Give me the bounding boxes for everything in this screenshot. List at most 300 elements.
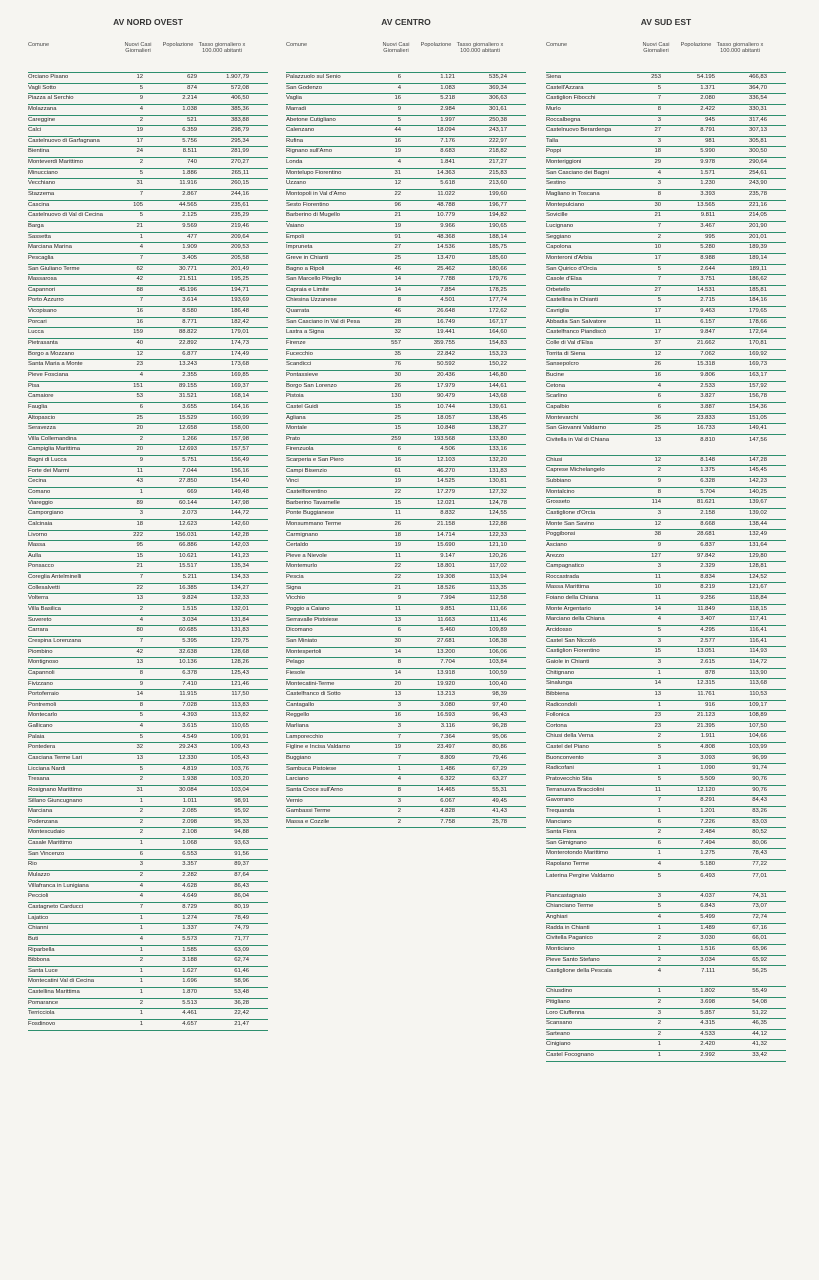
table-row	[28, 371, 268, 382]
cell-casi: 3	[397, 723, 401, 730]
cell-comune: Pontedera	[28, 744, 56, 751]
table-row	[286, 414, 526, 425]
table-row	[546, 679, 786, 690]
cell-casi: 38	[654, 531, 661, 538]
cell-casi: 114	[651, 499, 661, 506]
table-header	[28, 42, 268, 72]
cell-popolazione: 12.021	[436, 499, 455, 506]
table-row	[28, 743, 268, 754]
table-row	[28, 435, 268, 446]
cell-popolazione: 17.279	[436, 488, 455, 495]
cell-tasso: 383,88	[230, 116, 249, 123]
cell-comune: Pelago	[286, 659, 305, 666]
cell-popolazione: 21.395	[696, 722, 715, 729]
table-row	[286, 445, 526, 456]
cell-tasso: 111,66	[489, 606, 507, 613]
cell-casi: 2	[657, 1020, 661, 1027]
cell-casi: 36	[654, 414, 661, 421]
table-row	[546, 296, 786, 307]
cell-tasso: 103,84	[488, 659, 507, 666]
cell-casi: 30	[394, 371, 401, 378]
cell-casi: 32	[136, 744, 143, 751]
cell-tasso: 80,86	[492, 744, 507, 751]
cell-comune: Castel San Niccolò	[546, 637, 596, 644]
cell-popolazione: 1.909	[182, 244, 197, 251]
cell-popolazione: 12.623	[178, 520, 197, 527]
cell-popolazione: 12.693	[178, 446, 197, 453]
cell-comune: Pescaglia	[28, 254, 54, 261]
cell-popolazione: 5.751	[182, 457, 197, 464]
cell-tasso: 97,40	[492, 701, 507, 708]
cell-popolazione: 4.549	[182, 733, 197, 740]
cell-comune: Pitigliano	[546, 998, 570, 1005]
cell-popolazione: 25.462	[436, 265, 455, 272]
cell-popolazione: 9.847	[700, 329, 715, 336]
cell-tasso: 95,06	[492, 733, 507, 740]
cell-popolazione: 1.841	[440, 159, 455, 166]
table-row	[28, 690, 268, 701]
header-popolazione: Popolazione	[162, 42, 194, 48]
cell-tasso: 164,16	[230, 403, 249, 410]
cell-comune: Bucine	[546, 371, 565, 378]
cell-tasso: 189,11	[749, 265, 767, 272]
cell-popolazione: 4.657	[182, 1021, 197, 1028]
table-row	[28, 190, 268, 201]
table-row	[546, 786, 786, 797]
cell-casi: 6	[397, 627, 401, 634]
table-row	[286, 286, 526, 297]
cell-popolazione: 5.573	[182, 935, 197, 942]
cell-casi: 3	[657, 754, 661, 761]
cell-comune: Santa Fiora	[546, 829, 577, 836]
table-row	[546, 902, 786, 913]
table-row	[286, 637, 526, 648]
cell-comune: Montepulciano	[546, 201, 585, 208]
cell-casi: 15	[394, 499, 401, 506]
cell-casi: 22	[394, 191, 401, 198]
cell-comune: Borgo a Mozzano	[28, 350, 75, 357]
cell-casi: 4	[139, 893, 143, 900]
cell-casi: 10	[654, 244, 661, 251]
cell-casi: 3	[397, 701, 401, 708]
table-row	[28, 509, 268, 520]
cell-tasso: 103,04	[230, 786, 249, 793]
cell-tasso: 138,27	[488, 425, 507, 432]
cell-comune: Castiglione della Pescaia	[546, 968, 612, 975]
cell-comune: Borgo San Lorenzo	[286, 382, 337, 389]
cell-popolazione: 18.801	[436, 563, 455, 570]
table-row	[286, 137, 526, 148]
cell-tasso: 185,60	[488, 254, 507, 261]
cell-tasso: 151,05	[748, 414, 767, 421]
cell-comune: Marciano della Chiana	[546, 616, 605, 623]
cell-comune: Camaiore	[28, 393, 54, 400]
cell-tasso: 281,99	[230, 148, 249, 155]
cell-tasso: 122,88	[488, 520, 507, 527]
table-row	[546, 1009, 786, 1020]
cell-popolazione: 3.467	[700, 222, 715, 229]
table-row	[546, 1030, 786, 1041]
cell-comune: Fucecchio	[286, 350, 313, 357]
cell-casi: 2	[139, 957, 143, 964]
cell-popolazione: 4.533	[700, 1030, 715, 1037]
cell-popolazione: 8.668	[700, 520, 715, 527]
cell-casi: 15	[394, 403, 401, 410]
table-row	[286, 105, 526, 116]
table-row	[28, 935, 268, 946]
cell-casi: 1	[139, 1010, 143, 1017]
cell-casi: 18	[654, 148, 661, 155]
cell-popolazione: 4.393	[182, 712, 197, 719]
cell-casi: 1	[139, 967, 143, 974]
cell-casi: 80	[136, 627, 143, 634]
cell-casi: 16	[136, 308, 143, 315]
cell-popolazione: 8.219	[700, 584, 715, 591]
table-row	[28, 818, 268, 829]
cell-tasso: 169,85	[230, 371, 249, 378]
cell-popolazione: 81.621	[696, 499, 715, 506]
cell-casi: 5	[657, 627, 661, 634]
cell-comune: Villa Collemandina	[28, 435, 77, 442]
cell-casi: 4	[139, 882, 143, 889]
cell-comune: Arcidosso	[546, 627, 572, 634]
table-row	[546, 530, 786, 541]
cell-comune: Caprese Michelangelo	[546, 467, 605, 474]
cell-comune: Civitella Paganico	[546, 935, 593, 942]
cell-comune: Vinci	[286, 478, 299, 485]
table-row	[28, 116, 268, 127]
cell-popolazione: 3.034	[700, 956, 715, 963]
cell-popolazione: 4.808	[700, 744, 715, 751]
cell-popolazione: 5.704	[700, 488, 715, 495]
cell-tasso: 189,14	[748, 254, 767, 261]
cell-casi: 4	[139, 723, 143, 730]
cell-tasso: 157,57	[230, 446, 249, 453]
header-tasso: Tasso giornaliero x 100.000 abitanti	[198, 42, 246, 55]
cell-popolazione: 97.842	[696, 552, 715, 559]
cell-casi: 4	[139, 105, 143, 112]
cell-popolazione: 5.499	[700, 914, 715, 921]
cell-popolazione: 3.751	[700, 276, 715, 283]
table-row	[546, 414, 786, 425]
cell-tasso: 186,48	[230, 308, 249, 315]
table-row	[286, 797, 526, 808]
cell-casi: 9	[397, 595, 401, 602]
table-row	[28, 999, 268, 1010]
table-row	[28, 882, 268, 893]
cell-tasso: 186,62	[748, 276, 767, 283]
cell-popolazione: 5.280	[700, 244, 715, 251]
table-row	[546, 732, 786, 743]
cell-tasso: 209,53	[230, 244, 249, 251]
cell-tasso: 178,66	[748, 318, 767, 325]
cell-popolazione: 5.990	[700, 148, 715, 155]
cell-popolazione: 9.851	[440, 606, 455, 613]
cell-casi: 12	[654, 350, 661, 357]
table-row	[546, 541, 786, 552]
cell-casi: 19	[394, 222, 401, 229]
table-row	[28, 765, 268, 776]
table-row	[286, 265, 526, 276]
cell-casi: 3	[657, 509, 661, 516]
cell-casi: 7	[139, 191, 143, 198]
cell-tasso: 164,60	[488, 329, 507, 336]
cell-comune: Civitella in Val di Chiana	[546, 436, 610, 443]
cell-casi: 7	[139, 637, 143, 644]
cell-popolazione: 8.834	[700, 573, 715, 580]
cell-popolazione: 1.011	[182, 797, 197, 804]
cell-casi: 5	[139, 212, 143, 219]
table-row	[28, 318, 268, 329]
cell-tasso: 254,61	[748, 169, 767, 176]
cell-tasso: 36,28	[234, 999, 249, 1006]
table-row	[546, 243, 786, 254]
cell-comune: Bagni di Lucca	[28, 457, 67, 464]
cell-comune: Molazzana	[28, 105, 57, 112]
table-row	[286, 307, 526, 318]
cell-tasso: 128,26	[230, 659, 249, 666]
cell-comune: Montalcino	[546, 488, 575, 495]
table-row	[546, 818, 786, 829]
header-casi: Nuovi Casi Giornalieri	[124, 42, 152, 55]
cell-comune: Aulla	[28, 552, 42, 559]
cell-casi: 4	[657, 968, 661, 975]
cell-comune: Portoferraio	[28, 691, 59, 698]
table-row	[286, 584, 526, 595]
cell-popolazione: 2.098	[182, 818, 197, 825]
cell-tasso: 156,16	[230, 467, 249, 474]
cell-tasso: 406,50	[230, 95, 249, 102]
cell-comune: Rapolano Terme	[546, 861, 590, 868]
cell-comune: Marradi	[286, 105, 306, 112]
cell-tasso: 128,81	[748, 563, 767, 570]
cell-popolazione: 8.988	[700, 254, 715, 261]
cell-comune: Fauglia	[28, 403, 48, 410]
cell-comune: Campi Bisenzio	[286, 467, 327, 474]
cell-casi: 1	[657, 1052, 661, 1059]
table-row	[546, 828, 786, 839]
table-row	[28, 733, 268, 744]
cell-popolazione: 5.513	[182, 999, 197, 1006]
cell-comune: Buti	[28, 935, 39, 942]
cell-tasso: 44,12	[752, 1030, 767, 1037]
cell-tasso: 214,05	[748, 212, 767, 219]
cell-casi: 151	[133, 382, 143, 389]
cell-casi: 2	[657, 1030, 661, 1037]
cell-tasso: 118,84	[749, 595, 767, 602]
cell-tasso: 91,74	[752, 765, 767, 772]
cell-comune: Licciana Nardi	[28, 765, 66, 772]
cell-popolazione: 2.484	[700, 829, 715, 836]
cell-comune: Sovicille	[546, 212, 568, 219]
cell-popolazione: 359.755	[433, 340, 455, 347]
table-row	[546, 956, 786, 967]
cell-tasso: 74,79	[234, 925, 249, 932]
cell-casi: 4	[657, 169, 661, 176]
cell-casi: 7	[657, 95, 661, 102]
cell-casi: 25	[394, 414, 401, 421]
cell-comune: Casole d'Elsa	[546, 276, 582, 283]
cell-comune: Podenzana	[28, 818, 58, 825]
table-row	[286, 594, 526, 605]
cell-tasso: 250,38	[488, 116, 507, 123]
cell-tasso: 290,64	[748, 159, 767, 166]
cell-tasso: 145,45	[748, 467, 767, 474]
cell-casi: 5	[657, 265, 661, 272]
cell-popolazione: 17.979	[436, 382, 455, 389]
table-row	[28, 967, 268, 978]
cell-casi: 37	[654, 340, 661, 347]
table-row	[286, 690, 526, 701]
cell-tasso: 305,81	[748, 137, 767, 144]
table-row	[546, 254, 786, 265]
table-row	[546, 488, 786, 499]
table-row	[28, 94, 268, 105]
cell-casi: 19	[394, 148, 401, 155]
cell-comune: Camporgiano	[28, 510, 64, 517]
cell-tasso: 260,15	[230, 180, 249, 187]
table-row	[286, 509, 526, 520]
cell-comune: Orciano Pisano	[28, 74, 69, 80]
cell-popolazione: 7.176	[440, 137, 455, 144]
cell-popolazione: 27.681	[436, 637, 455, 644]
table-row	[28, 424, 268, 435]
cell-tasso: 117,41	[749, 616, 767, 623]
cell-comune: Vernio	[286, 797, 303, 804]
cell-comune: Tresana	[28, 776, 50, 783]
cell-tasso: 104,66	[748, 733, 767, 740]
cell-popolazione: 54.195	[696, 74, 715, 80]
cell-casi: 15	[136, 552, 143, 559]
table-row	[546, 722, 786, 733]
cell-tasso: 133,16	[488, 446, 507, 453]
table-row	[28, 594, 268, 605]
cell-casi: 29	[654, 159, 661, 166]
cell-popolazione: 1.371	[700, 84, 715, 91]
cell-tasso: 83,03	[752, 818, 767, 825]
table-row	[546, 498, 786, 509]
cell-casi: 3	[139, 861, 143, 868]
cell-tasso: 112,58	[489, 595, 507, 602]
cell-popolazione: 4.501	[440, 297, 455, 304]
cell-popolazione: 193.568	[433, 435, 455, 442]
cell-casi: 16	[394, 95, 401, 102]
cell-popolazione: 30.771	[178, 265, 197, 272]
cell-comune: Volterra	[28, 595, 49, 602]
cell-popolazione: 13.051	[696, 648, 715, 655]
cell-popolazione: 16.385	[178, 584, 197, 591]
cell-comune: Lamporecchio	[286, 733, 324, 740]
cell-tasso: 139,61	[488, 403, 507, 410]
cell-tasso: 114,72	[749, 658, 767, 665]
cell-tasso: 98,91	[234, 797, 249, 804]
table-row	[28, 254, 268, 265]
cell-popolazione: 3.615	[182, 723, 197, 730]
cell-popolazione: 3.407	[700, 616, 715, 623]
cell-casi: 14	[654, 680, 661, 687]
cell-comune: Comano	[28, 488, 51, 495]
cell-tasso: 117,02	[489, 563, 507, 570]
cell-comune: Lucca	[28, 329, 44, 336]
cell-comune: Massa e Cozzile	[286, 818, 330, 825]
cell-tasso: 142,03	[230, 542, 249, 549]
cell-comune: San Giuliano Terme	[28, 265, 80, 272]
cell-popolazione: 12.658	[178, 425, 197, 432]
table-row	[286, 392, 526, 403]
cell-casi: 7	[139, 574, 143, 581]
cell-popolazione: 1.515	[182, 606, 197, 613]
cell-casi: 18	[136, 520, 143, 527]
table-row	[28, 988, 268, 999]
cell-comune: Montecarlo	[28, 712, 58, 719]
cell-comune: Pieve Fosciana	[28, 371, 69, 378]
table-row	[546, 328, 786, 339]
cell-comune: Chiusdino	[546, 988, 573, 995]
table-row	[546, 147, 786, 158]
cell-comune: Bientina	[28, 148, 50, 155]
cell-popolazione: 2.073	[182, 510, 197, 517]
table-row	[546, 233, 786, 244]
cell-casi: 18	[394, 531, 401, 538]
cell-popolazione: 3.655	[182, 403, 197, 410]
cell-popolazione: 66.886	[178, 542, 197, 549]
cell-popolazione: 521	[187, 116, 197, 123]
cell-comune: Foiano della Chiana	[546, 595, 599, 602]
cell-tasso: 163,17	[748, 371, 767, 378]
cell-casi: 2	[397, 808, 401, 815]
cell-comune: Villa Basilica	[28, 606, 61, 613]
cell-popolazione: 3.698	[700, 998, 715, 1005]
cell-comune: Cantagallo	[286, 701, 315, 708]
table-row	[546, 382, 786, 393]
cell-comune: Altopascio	[28, 414, 56, 421]
cell-casi: 26	[654, 361, 661, 368]
cell-tasso: 142,23	[748, 478, 767, 485]
cell-comune: Rufina	[286, 137, 304, 144]
cell-comune: Talla	[546, 137, 559, 144]
cell-tasso: 169,37	[230, 382, 249, 389]
cell-popolazione: 7.111	[701, 968, 715, 975]
cell-popolazione: 3.405	[182, 254, 197, 261]
cell-tasso: 364,70	[748, 84, 767, 91]
cell-popolazione: 1.337	[182, 925, 197, 932]
table-row	[286, 722, 526, 733]
cell-popolazione: 6.157	[700, 318, 715, 325]
cell-comune: Quarrata	[286, 308, 310, 315]
cell-popolazione: 48.368	[436, 233, 455, 240]
cell-tasso: 131,83	[488, 467, 507, 474]
cell-casi: 16	[394, 137, 401, 144]
cell-tasso: 113,68	[749, 680, 767, 687]
cell-popolazione: 60.144	[178, 499, 197, 506]
cell-casi: 1	[657, 807, 661, 814]
cell-casi: 62	[136, 265, 143, 272]
cell-tasso: 317,46	[748, 116, 767, 123]
header-comune: Comune	[546, 42, 568, 48]
table-body	[286, 72, 526, 828]
cell-popolazione: 13.200	[436, 648, 455, 655]
cell-tasso: 150,22	[488, 361, 507, 368]
cell-casi: 13	[654, 690, 661, 697]
cell-comune: Terricciola	[28, 1010, 55, 1017]
cell-comune: Pomarance	[28, 999, 59, 1006]
cell-casi: 8	[397, 659, 401, 666]
cell-tasso: 84,43	[752, 797, 767, 804]
cell-popolazione: 995	[705, 233, 715, 240]
cell-popolazione: 3.080	[440, 701, 455, 708]
cell-tasso: 91,56	[234, 850, 249, 857]
cell-popolazione: 5.395	[182, 637, 197, 644]
